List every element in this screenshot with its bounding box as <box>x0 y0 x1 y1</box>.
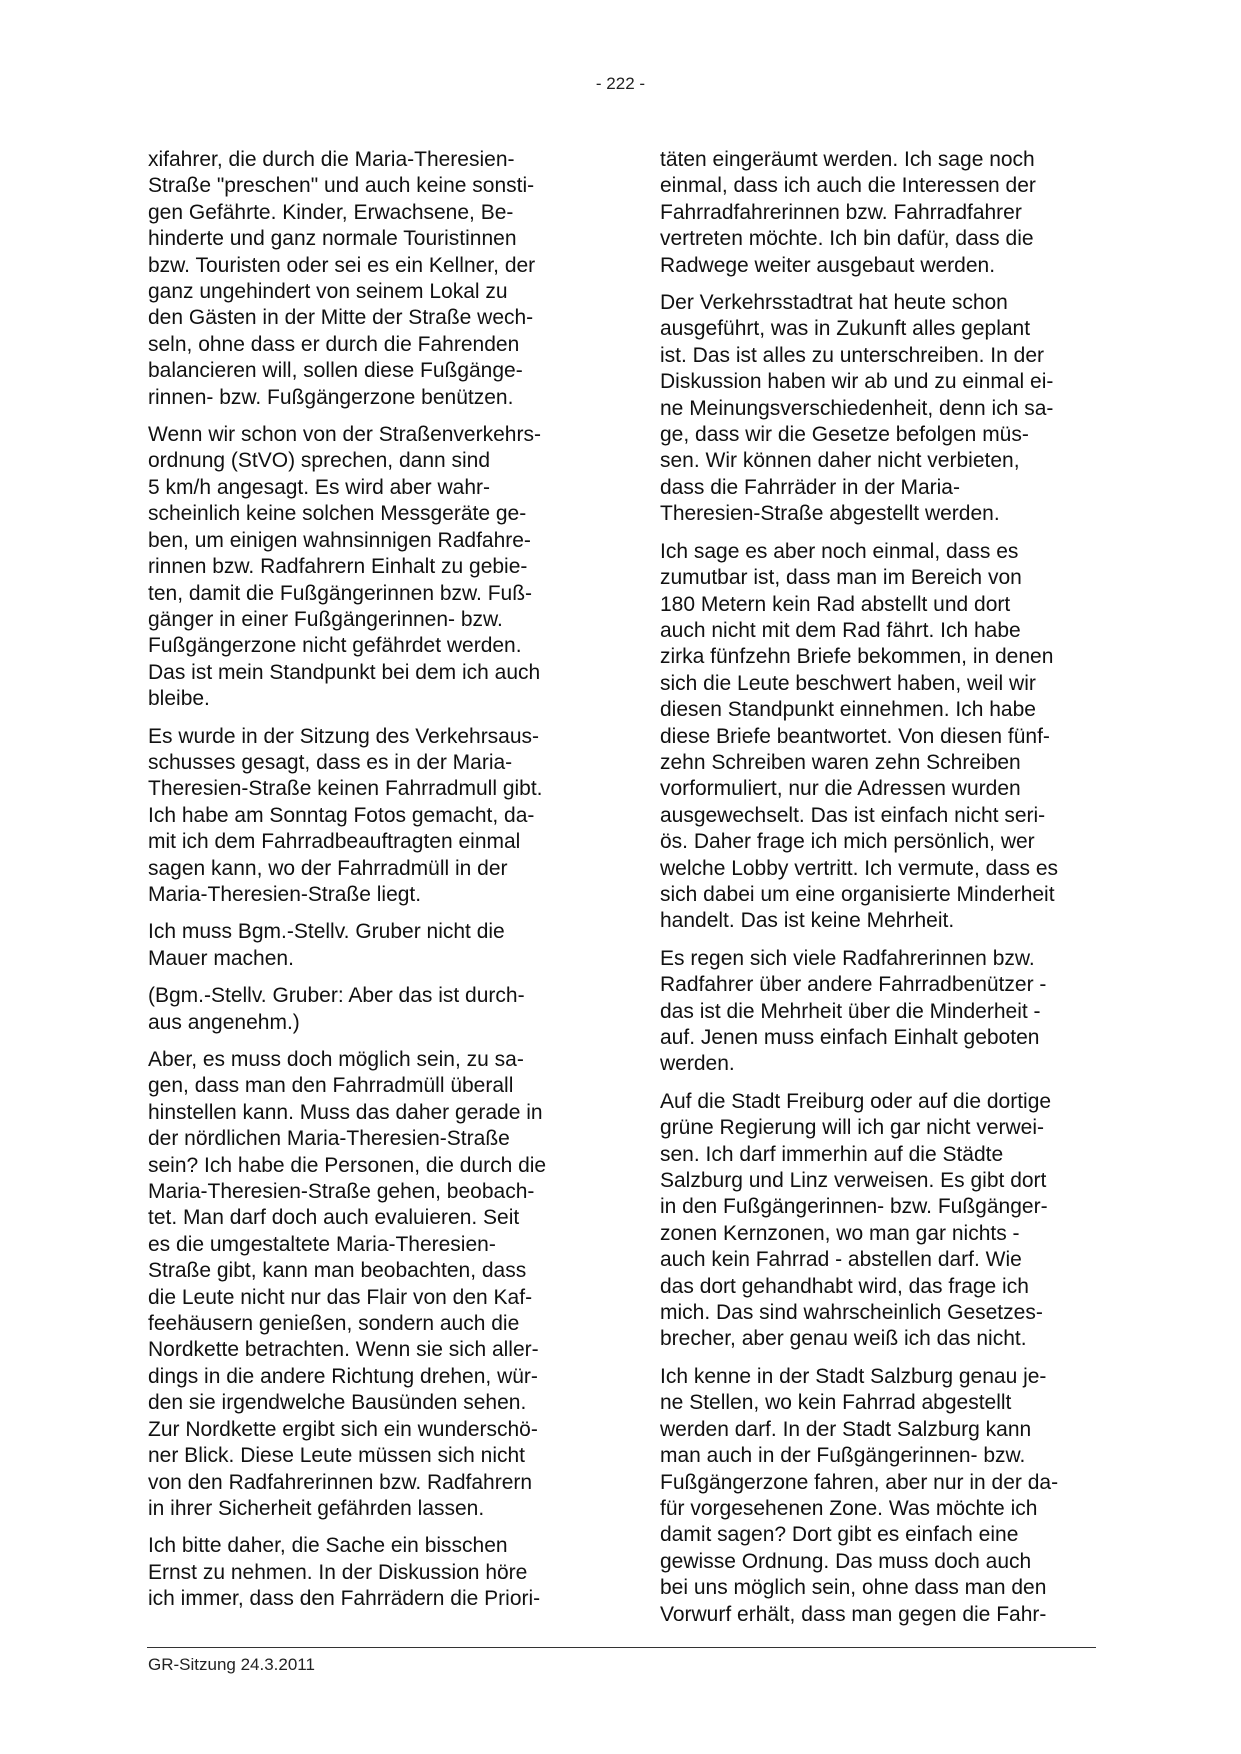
text-line: Salzburg und Linz verweisen. Es gibt dort <box>660 1169 1047 1193</box>
text-line: auch kein Fahrrad - abstellen darf. Wie <box>660 1248 1022 1272</box>
text-line: (Bgm.-Stellv. Gruber: Aber das ist durch- <box>148 984 525 1008</box>
text-line: dings in die andere Richtung drehen, wür- <box>148 1364 538 1388</box>
text-line: von den Radfahrerinnen bzw. Radfahrern <box>148 1470 533 1494</box>
text-line: in ihrer Sicherheit gefährden lassen. <box>148 1496 485 1520</box>
text-line: Radwege weiter ausgebaut werden. <box>660 253 996 277</box>
text-line: scheinlich keine solchen Messgeräte ge- <box>148 502 527 526</box>
left-paragraph <box>148 724 586 909</box>
text-line: den sie irgendwelche Bausünden sehen. <box>148 1391 527 1415</box>
text-line: grüne Regierung will ich gar nicht verwei- <box>660 1116 1045 1140</box>
text-line: Vorwurf erhält, dass man gegen die Fahr- <box>660 1602 1047 1626</box>
text-line: sen. Ich darf immerhin auf die Städte <box>660 1142 1004 1166</box>
text-line: Mauer machen. <box>148 946 294 970</box>
text-line: sich die Leute beschwert haben, weil wir <box>660 671 1036 695</box>
text-line: werden. <box>660 1052 735 1076</box>
text-line: hinderte und ganz normale Touristinnen <box>148 227 517 251</box>
text-line: gewisse Ordnung. Das muss doch auch <box>660 1549 1032 1573</box>
left-paragraph <box>148 422 586 712</box>
text-line: gen Gefährte. Kinder, Erwachsene, Be- <box>148 200 514 224</box>
text-line: der nördlichen Maria-Theresien-Straße <box>148 1127 510 1151</box>
text-line: dass die Fahrräder in der Maria- <box>660 475 960 499</box>
text-line: schusses gesagt, dass es in der Maria- <box>148 750 513 774</box>
text-line: Der Verkehrsstadtrat hat heute schon <box>660 291 1008 315</box>
text-line: es die umgestaltete Maria-Theresien- <box>148 1232 496 1256</box>
text-line: diesen Standpunkt einnehmen. Ich habe <box>660 698 1036 722</box>
text-line: Ich habe am Sonntag Fotos gemacht, da- <box>148 803 535 827</box>
text-line: seln, ohne dass er durch die Fahrenden <box>148 332 520 356</box>
text-line: Theresien-Straße keinen Fahrradmull gibt. <box>148 777 543 801</box>
right-paragraph <box>660 946 1098 1078</box>
text-line: auf. Jenen muss einfach Einhalt geboten <box>660 1026 1040 1049</box>
text-line: auch nicht mit dem Rad fährt. Ich habe <box>660 618 1021 642</box>
footer-session-date: GR-Sitzung 24.3.2011 <box>148 1655 315 1674</box>
text-line: Maria-Theresien-Straße liegt. <box>148 882 422 906</box>
left-column <box>148 147 586 1624</box>
text-line: Ich bitte daher, die Sache ein bisschen <box>148 1534 508 1558</box>
left-paragraph <box>148 1047 586 1522</box>
page-number: - 222 - <box>595 74 646 93</box>
text-line: sen. Wir können daher nicht verbieten, <box>660 449 1020 473</box>
text-line: vorformuliert, nur die Adressen wurden <box>660 777 1021 801</box>
text-line: Das ist mein Standpunkt bei dem ich auch <box>148 660 541 684</box>
text-line: rinnen bzw. Radfahrern Einhalt zu gebie- <box>148 555 528 579</box>
text-line: Fußgängerzone nicht gefährdet werden. <box>148 634 522 658</box>
right-column <box>660 147 1098 1639</box>
text-line: sagen kann, wo der Fahrradmüll in der <box>148 856 508 880</box>
left-paragraph <box>148 1533 586 1612</box>
text-line: diese Briefe beantwortet. Von diesen fünf- <box>660 724 1050 748</box>
left-paragraph <box>148 919 586 972</box>
text-line: brecher, aber genau weiß ich das nicht. <box>660 1327 1027 1351</box>
text-line: ausgewechselt. Das ist einfach nicht seri- <box>660 803 1046 827</box>
text-line: Zur Nordkette ergibt sich ein wunderschö- <box>148 1417 538 1441</box>
text-line: ordnung (StVO) sprechen, dann sind <box>148 449 491 473</box>
text-line: Theresien-Straße abgestellt werden. <box>660 502 1000 526</box>
text-line: feehäusern genießen, sondern auch die <box>148 1312 520 1336</box>
text-line: zehn Schreiben waren zehn Schreiben <box>660 750 1021 774</box>
text-line: Ich muss Bgm.-Stellv. Gruber nicht die <box>148 920 505 944</box>
text-line: handelt. Das ist keine Mehrheit. <box>660 909 955 933</box>
text-line: 5 km/h angesagt. Es wird aber wahr- <box>148 475 490 499</box>
text-line: ist. Das ist alles zu unterschreiben. In der <box>660 343 1045 367</box>
text-line: xifahrer, die durch die Maria-Theresien- <box>148 148 515 171</box>
text-line: gänger in einer Fußgängerinnen- bzw. <box>148 607 503 631</box>
text-line: bzw. Touristen oder sei es ein Kellner, der <box>148 253 536 277</box>
text-line: ganz ungehindert von seinem Lokal zu <box>148 280 508 304</box>
text-line: mit ich dem Fahrradbeauftragten einmal <box>148 830 521 854</box>
right-paragraph <box>660 1089 1098 1353</box>
text-line: man auch in der Fußgängerinnen- bzw. <box>660 1444 1026 1468</box>
text-line: gen, dass man den Fahrradmüll überall <box>148 1074 514 1098</box>
right-paragraph <box>660 290 1098 528</box>
text-line: ös. Daher frage ich mich persönlich, wer <box>660 830 1035 854</box>
text-line: 180 Metern kein Rad abstellt und dort <box>660 592 1011 616</box>
text-line: das dort gehandhabt wird, das frage ich <box>660 1274 1029 1298</box>
text-line: aus angenehm.) <box>148 1010 300 1034</box>
text-line: bleibe. <box>148 687 210 711</box>
right-paragraph <box>660 147 1098 279</box>
text-line: Straße gibt, kann man beobachten, dass <box>148 1259 527 1283</box>
text-line: ne Meinungsverschiedenheit, denn ich sa- <box>660 396 1054 420</box>
text-line: für vorgesehenen Zone. Was möchte ich <box>660 1496 1038 1520</box>
right-paragraph <box>660 539 1098 935</box>
text-line: Radfahrer über andere Fahrradbenützer - <box>660 973 1047 997</box>
text-line: Auf die Stadt Freiburg oder auf die dortige <box>660 1089 1052 1113</box>
text-line: zumutbar ist, dass man im Bereich von <box>660 566 1022 590</box>
text-line: ge, dass wir die Gesetze befolgen müs- <box>660 423 1029 447</box>
left-paragraph <box>148 983 586 1036</box>
text-line: Es wurde in der Sitzung des Verkehrsaus- <box>148 724 540 748</box>
text-line: welche Lobby vertritt. Ich vermute, dass es <box>660 856 1059 880</box>
text-line: zonen Kernzonen, wo man gar nichts - <box>660 1221 1020 1245</box>
text-line: sich dabei um eine organisierte Minderheit <box>660 882 1055 906</box>
text-line: Fußgängerzone fahren, aber nur in der da- <box>660 1470 1059 1494</box>
text-line: zirka fünfzehn Briefe bekommen, in denen <box>660 645 1054 669</box>
text-line: tet. Man darf doch auch evaluieren. Seit <box>148 1206 520 1230</box>
text-line: Straße "preschen" und auch keine sonsti- <box>148 174 535 198</box>
text-line: werden darf. In der Stadt Salzburg kann <box>660 1417 1032 1441</box>
text-line: mich. Das sind wahrscheinlich Gesetzes- <box>660 1301 1043 1325</box>
text-line: täten eingeräumt werden. Ich sage noch <box>660 148 1035 171</box>
text-line: Nordkette betrachten. Wenn sie sich aller- <box>148 1338 539 1362</box>
text-line: rinnen- bzw. Fußgängerzone benützen. <box>148 385 514 409</box>
right-paragraph <box>660 1364 1098 1628</box>
text-line: bei uns möglich sein, ohne dass man den <box>660 1576 1047 1600</box>
text-line: Aber, es muss doch möglich sein, zu sa- <box>148 1048 524 1071</box>
left-paragraph <box>148 147 586 411</box>
text-line: Ich sage es aber noch einmal, dass es <box>660 539 1019 563</box>
text-line: ausgeführt, was in Zukunft alles geplant <box>660 317 1031 341</box>
text-line: ben, um einigen wahnsinnigen Radfahre- <box>148 528 531 552</box>
text-line: Maria-Theresien-Straße gehen, beobach- <box>148 1180 535 1204</box>
text-line: Ich kenne in der Stadt Salzburg genau je- <box>660 1364 1047 1388</box>
text-line: ten, damit die Fußgängerinnen bzw. Fuß- <box>148 581 533 605</box>
text-line: einmal, dass ich auch die Interessen der <box>660 174 1036 198</box>
text-line: Ernst zu nehmen. In der Diskussion höre <box>148 1560 528 1584</box>
text-line: ich immer, dass den Fahrrädern die Priori- <box>148 1587 541 1611</box>
text-line: Fahrradfahrerinnen bzw. Fahrradfahrer <box>660 200 1022 224</box>
text-line: hinstellen kann. Muss das daher gerade in <box>148 1100 543 1124</box>
text-line: damit sagen? Dort gibt es einfach eine <box>660 1523 1019 1547</box>
footer-divider <box>147 1647 1096 1648</box>
text-line: ner Blick. Diese Leute müssen sich nicht <box>148 1444 526 1468</box>
text-line: das ist die Mehrheit über die Minderheit - <box>660 999 1041 1023</box>
text-line: balancieren will, sollen diese Fußgänge- <box>148 359 523 383</box>
text-line: den Gästen in der Mitte der Straße wech- <box>148 306 534 330</box>
text-line: vertreten möchte. Ich bin dafür, dass die <box>660 227 1034 251</box>
text-line: Diskussion haben wir ab und zu einmal ei- <box>660 370 1054 394</box>
text-line: in den Fußgängerinnen- bzw. Fußgänger- <box>660 1195 1048 1219</box>
text-line: Es regen sich viele Radfahrerinnen bzw. <box>660 946 1035 970</box>
text-line: die Leute nicht nur das Flair von den Kaf- <box>148 1285 533 1309</box>
text-line: sein? Ich habe die Personen, die durch die <box>148 1153 547 1177</box>
text-line: Wenn wir schon von der Straßenverkehrs- <box>148 423 541 447</box>
text-line: ne Stellen, wo kein Fahrrad abgestellt <box>660 1391 1012 1415</box>
